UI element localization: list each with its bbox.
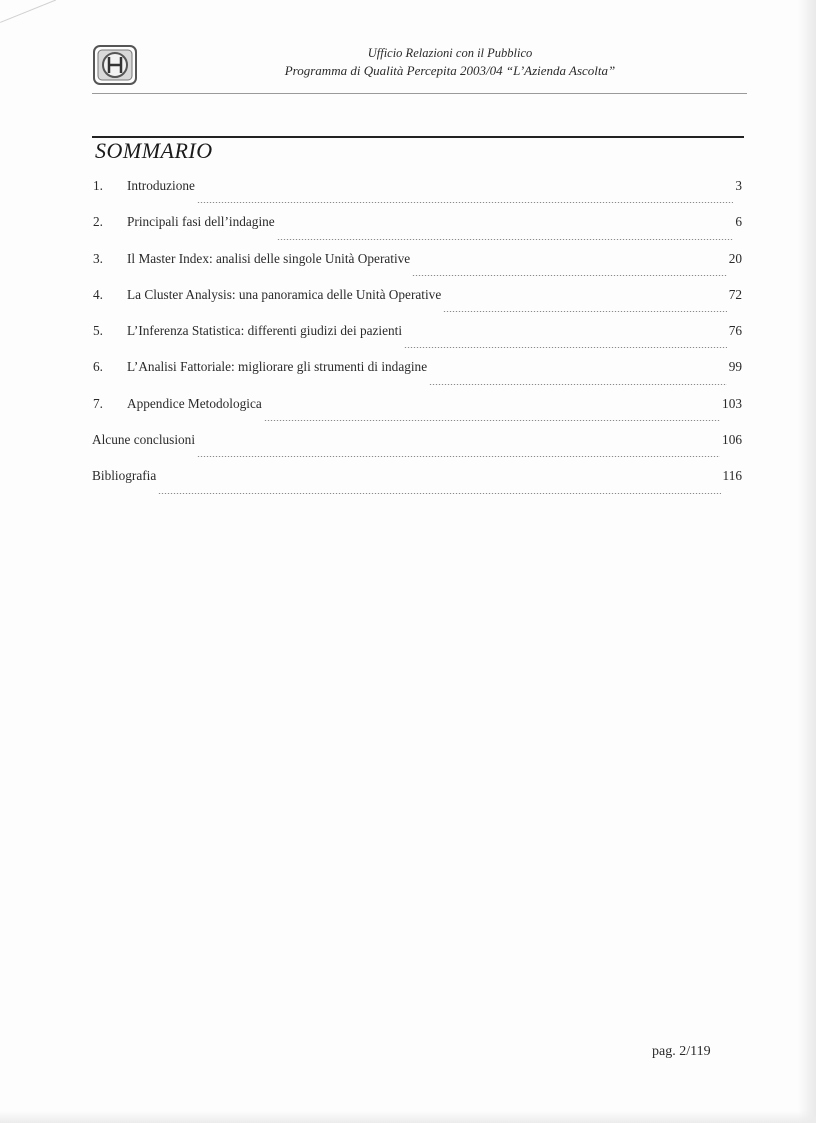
toc-entry-title: L’Analisi Fattoriale: migliorare gli strumenti di indagine xyxy=(127,359,428,375)
toc-entry-page: 6 xyxy=(735,214,742,230)
toc-entry xyxy=(92,359,742,395)
toc-entry-page: 116 xyxy=(722,468,742,484)
toc-dot-leader xyxy=(429,384,727,385)
toc-entry-page: 76 xyxy=(728,323,742,339)
toc-dot-leader xyxy=(277,239,734,240)
toc-entry-page: 99 xyxy=(728,359,742,375)
toc-entry-number: 7. xyxy=(93,395,103,411)
toc-entry-title: Appendice Metodologica xyxy=(127,395,262,411)
toc-entry-page: 103 xyxy=(722,395,742,411)
header-program-name: Programma di Qualità Percepita 2003/04 “L’Azienda Ascolta” xyxy=(284,63,616,78)
toc-entry-page: 3 xyxy=(735,178,742,193)
toc-entry-title: Introduzione xyxy=(127,178,195,193)
toc-dot-leader xyxy=(197,456,720,457)
scan-edge-shadow xyxy=(798,0,816,1123)
toc-entry-page: 72 xyxy=(728,286,742,302)
toc-entry-title: La Cluster Analysis: una panoramica delle Unità Operative xyxy=(127,286,442,302)
toc-dot-leader xyxy=(158,493,720,494)
toc-entry-title: Alcune conclusioni xyxy=(92,432,196,448)
toc-entry-page: 20 xyxy=(728,250,742,266)
toc-entry xyxy=(92,287,742,323)
toc-entry-number: 2. xyxy=(93,214,103,230)
hospital-logo-icon xyxy=(92,44,138,86)
toc-entry xyxy=(92,323,742,359)
scan-artifact-line xyxy=(0,0,65,45)
toc-entry xyxy=(92,178,742,214)
toc-entry xyxy=(92,214,742,250)
toc-dot-leader xyxy=(412,275,726,276)
header-divider xyxy=(92,93,747,94)
page-title: SOMMARIO xyxy=(95,138,213,163)
toc-entry xyxy=(92,251,742,287)
toc-entry xyxy=(92,396,742,432)
toc-entry-number: 1. xyxy=(93,178,103,193)
toc-dot-leader xyxy=(404,347,727,348)
toc-entry-number: 6. xyxy=(93,359,103,375)
toc-dot-leader xyxy=(443,311,726,312)
scan-edge-shadow-bottom xyxy=(0,1111,816,1123)
toc-entry-title: Bibliografia xyxy=(92,468,157,484)
toc-entry-number: 3. xyxy=(93,250,103,266)
toc-entry-number: 4. xyxy=(93,286,103,302)
toc-entry-page: 106 xyxy=(722,432,742,448)
toc-entry-title: L’Inferenza Statistica: differenti giudizi dei pazienti xyxy=(127,323,403,339)
toc-dot-leader xyxy=(197,202,733,203)
document-header xyxy=(150,44,750,80)
toc-entry-title: Principali fasi dell’indagine xyxy=(127,214,275,230)
header-office-name: Ufficio Relazioni con il Pubblico xyxy=(367,46,533,60)
toc-entry xyxy=(92,468,742,504)
toc-entry-title: Il Master Index: analisi delle singole Unità Operative xyxy=(127,250,411,266)
toc-entry xyxy=(92,432,742,468)
page-number: pag. 2/119 xyxy=(652,1044,711,1059)
table-of-contents xyxy=(92,178,742,505)
toc-dot-leader xyxy=(264,420,720,421)
toc-entry-number: 5. xyxy=(93,323,103,339)
